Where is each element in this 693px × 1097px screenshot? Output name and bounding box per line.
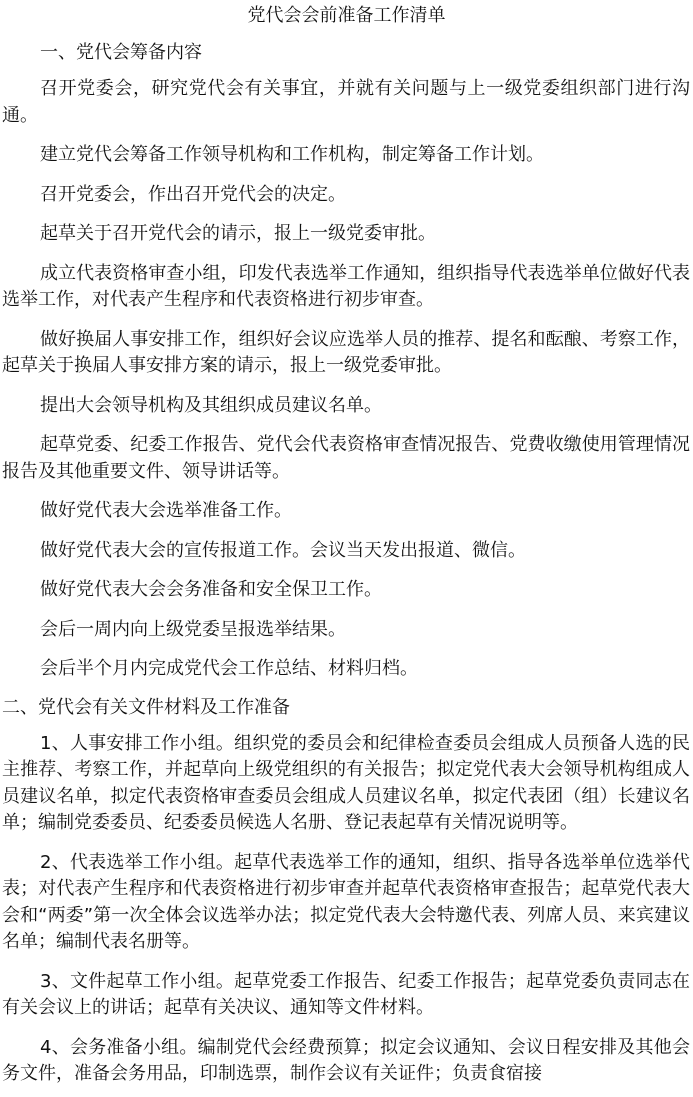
section1-paragraph: 做好党代表大会的宣传报道工作。会议当天发出报道、微信。 [40, 539, 526, 561]
section1-paragraph: 召开党委会，研究党代会有关事宜，并就有关问题与上一级党委组织部门进行沟通。 [2, 78, 690, 126]
section1-paragraph: 做好党代表大会选举准备工作。 [40, 500, 292, 521]
section2-paragraph: 4、会务准备小组。编制党代会经费预算；拟定会议通知、会议日程安排及其他会务文件，准备会务用品，印制选票，制作会议有关证件；负责食宿接 [2, 1036, 690, 1084]
section2-paragraph: 1、人事安排工作小组。组织党的委员会和纪律检查委员会组成人员预备人选的民主推荐、考察工作，并起草向上级党组织的有关报告；拟定党代表大会领导机构组成人员建议名单，拟定代表资格审查委员会组成人员建议名单，拟定代表团（组）长建议名单；编制党委委员、纪委委员候选人名册、登记表起草有关情况说明等。 [2, 732, 690, 833]
section2-paragraph: 3、文件起草工作小组。起草党委工作报告、纪委工作报告；起草党委负责同志在有关会议上的讲话；起草有关决议、通知等文件材料。 [2, 970, 690, 1018]
section1-paragraph: 建立党代会筹备工作领导机构和工作机构，制定筹备工作计划。 [40, 144, 544, 165]
section2-heading: 二、党代会有关文件材料及工作准备 [2, 696, 290, 718]
section1-paragraph: 做好换届人事安排工作，组织好会议应选举人员的推荐、提名和酝酿、考察工作，起草关于换届人事安排方案的请示，报上一级党委审批。 [2, 328, 690, 376]
section1-paragraph: 起草党委、纪委工作报告、党代会代表资格审查情况报告、党费收缴使用管理情况报告及其他重要文件、领导讲话等。 [2, 434, 690, 482]
section1-paragraph: 起草关于召开党代会的请示，报上一级党委审批。 [40, 223, 436, 244]
section1-paragraph: 召开党委会，作出召开党代会的决定。 [40, 183, 346, 205]
section1-paragraph: 提出大会领导机构及其组织成员建议名单。 [40, 394, 382, 416]
section1-paragraph: 成立代表资格审查小组，印发代表选举工作通知，组织指导代表选举单位做好代表选举工作，对代表产生程序和代表资格进行初步审查。 [2, 262, 690, 310]
section1-paragraph: 会后半个月内完成党代会工作总结、材料归档。 [40, 658, 418, 679]
section2-paragraph: 2、代表选举工作小组。起草代表选举工作的通知，组织、指导各选举单位选举代表；对代表产生程序和代表资格进行初步审查并起草代表资格审查报告；起草党代表大会和“两委”第一次全体会议选举办法；拟定党代表大会特邀代表、列席人员、来宾建议名单；编制代表名册等。 [2, 851, 690, 952]
section1-heading: 一、党代会筹备内容 [40, 42, 202, 63]
section1-paragraph: 做好党代表大会会务准备和安全保卫工作。 [40, 579, 382, 600]
page-title: 党代会会前准备工作清单 [247, 5, 446, 26]
section1-paragraph: 会后一周内向上级党委呈报选举结果。 [40, 618, 346, 640]
